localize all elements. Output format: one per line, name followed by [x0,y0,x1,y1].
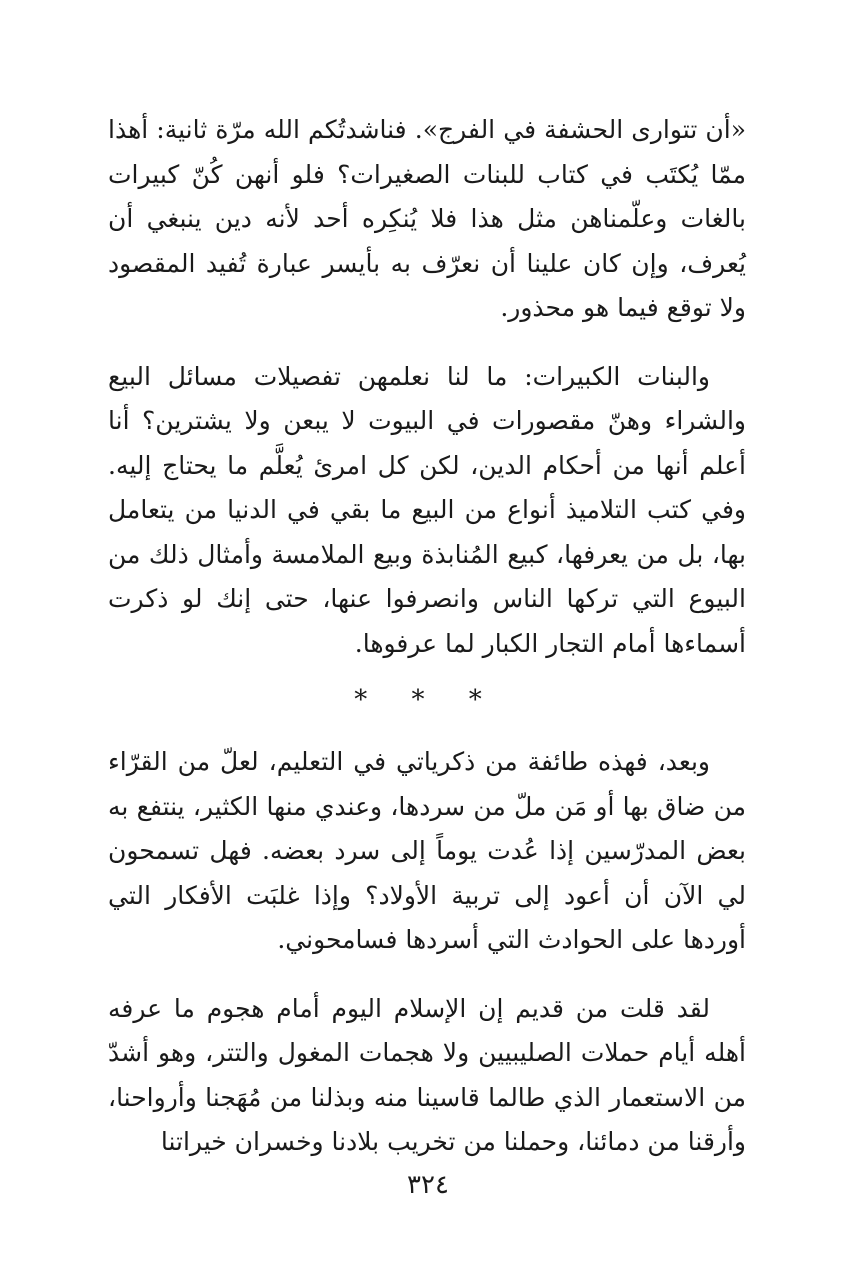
paragraph-gap [108,963,746,987]
paragraph-older-girls: والبنات الكبيرات: ما لنا نعلمهن تفصيلات مسائل البيع والشراء وهنّ مقصورات في البيوت لا يبعن ولا يشترين؟ أنا أعلم أنها من أحكام الدين، لكن كل امرئ يُعلَّم ما يحتاج إليه. وفي كتب التلاميذ أنواع من البيع ما بقي في الدنيا من يتعامل بها، بل من يعرفها، كبيع المُنابذة وبيع الملامسة وأمثال ذلك من البيوع التي تركها الناس وانصرفوا عنها، حتى إنك لو ذكرت أسماءها أمام التجار الكبار لما عرفوها. [108,361,747,658]
page-number: ٣٢٤ [407,1170,449,1200]
paragraph-gap [108,331,746,355]
paragraph-islam-attack: لقد قلت من قديم إن الإسلام اليوم أمام هجوم ما عرفه أهله أيام حملات الصليبيين ولا هجمات المغول والتتر، وهو أشدّ من الاستعمار الذي طالما قاسينا منه وبذلنا من مُهَجنا وأرواحنا، وأرقنا من دمائنا، وحملنا من تخريب بلادنا وخسران خيراتنا [108,993,746,1156]
page-body [0,108,856,1208]
paragraph-continued: «أن تتوارى الحشفة في الفرج». فناشدتُكم الله مرّة ثانية: أهذا ممّا يُكتَب في كتاب للبنات الصغيرات؟ فلو أنهن كُنّ كبيرات بالغات وعلّمناهن مثل هذا فلا يُنكِره أحد لأنه دين ينبغي أن يُعرف، وإن كان علينا أن نعرّف به بأيسر عبارة تُفيد المقصود ولا توقع فيما هو محذور. [108,115,746,322]
paragraph-memories: وبعد، فهذه طائفة من ذكرياتي في التعليم، لعلّ من القرّاء من ضاق بها أو مَن ملّ من سردها، وعندي منها الكثير، ينتفع به بعض المدرّسين إذا عُدت يوماً إلى سرد بعضه. فهل تسمحون لي الآن أن أعود إلى تربية الأولاد؟ وإذا غلبَت الأفكار التي أوردها على الحوادث التي أسردها فسامحوني. [108,747,746,954]
section-separator: * * * [354,685,500,715]
